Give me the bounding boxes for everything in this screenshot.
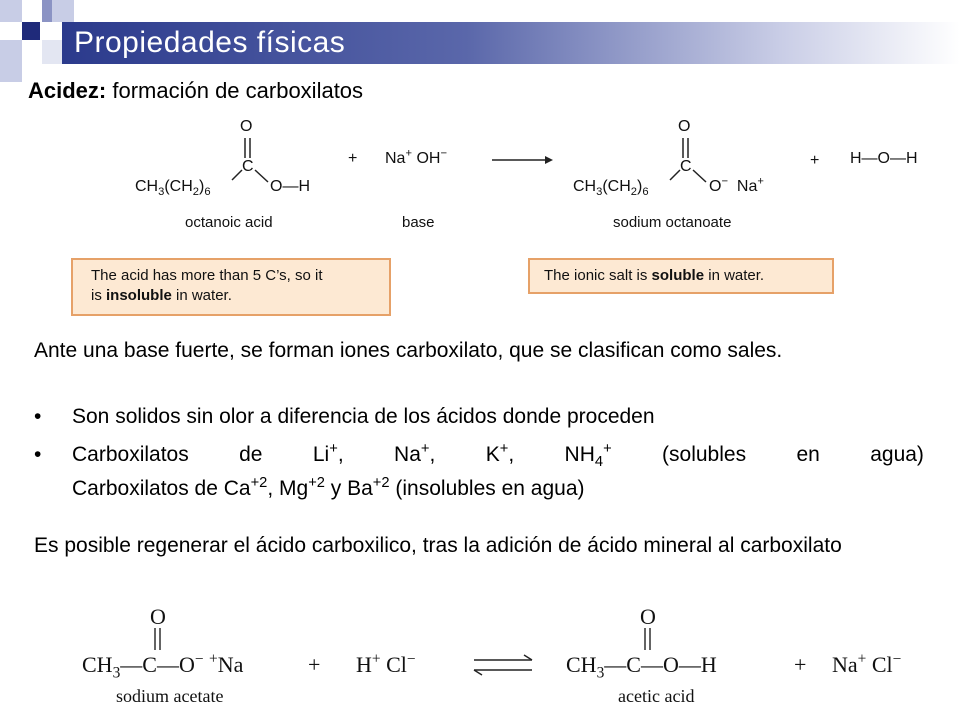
bullet2-line1: Carboxilatos de Li+, Na+, K+, $NH_4^+$ (solubles en agua) bbox=[72, 441, 924, 471]
r1-product-chain: $CH_3(CH_2)_6$ bbox=[573, 178, 649, 199]
r1-reactant-carbon: C bbox=[242, 158, 254, 175]
paragraph-strong-base: Ante una base fuerte, se forman iones carboxilato, que se clasifican como sales. bbox=[34, 339, 783, 362]
r2-label-right: acetic acid bbox=[618, 686, 695, 706]
r1-water: H—O—H bbox=[850, 150, 918, 167]
r2-left-oxygen: O bbox=[150, 604, 166, 629]
r1-reactant-chain: $CH_3(CH_2)_6$ bbox=[135, 178, 211, 199]
r2-left-formula: $CH_3—C—O^-$ +Na bbox=[82, 650, 244, 682]
r1-reactant-oxygen: O bbox=[240, 118, 253, 135]
r2-right-oxygen: O bbox=[640, 604, 656, 629]
subtitle-bold: Acidez: bbox=[28, 78, 107, 103]
r1-plus-1: + bbox=[348, 150, 358, 167]
r1-label-product: sodium octanoate bbox=[613, 214, 732, 231]
r1-product-salt: O− Na+ bbox=[709, 175, 764, 195]
r1-product-carbon: C bbox=[680, 158, 692, 175]
subtitle-text: formación de carboxilatos bbox=[106, 78, 364, 103]
r2-label-left: sodium acetate bbox=[116, 686, 224, 706]
r1-label-base: base bbox=[402, 214, 435, 231]
note-left-line2: is insoluble in water. bbox=[91, 287, 232, 304]
r2-salt: Na+ Cl− bbox=[832, 650, 902, 677]
paragraph-regenerate-acid: Es posible regenerar el ácido carboxilico, tras la adición de ácido mineral al carboxilato bbox=[34, 534, 842, 557]
r2-plus-1: + bbox=[308, 652, 321, 677]
r2-acid: H+ Cl− bbox=[356, 650, 416, 677]
bullet-dot: • bbox=[34, 405, 42, 428]
page-title: Propiedades físicas bbox=[74, 26, 346, 59]
bullet2-line2: Carboxilatos de $Ca^{+2}$, $Mg^{+2}$ y $Ba^{+2}$ (insolubles en agua) bbox=[72, 475, 585, 500]
r1-base: Na+ OH− bbox=[385, 147, 447, 167]
note-salt-soluble: The ionic salt is soluble in water. bbox=[528, 258, 834, 294]
bullet-dot: • bbox=[34, 443, 42, 466]
r1-plus-2: + bbox=[810, 152, 820, 169]
r1-reactant-oh: O—H bbox=[270, 178, 310, 195]
r2-plus-2: + bbox=[794, 652, 807, 677]
r2-right-formula: $CH_3—C—O—H$ bbox=[566, 652, 717, 682]
note-acid-insoluble bbox=[71, 258, 391, 316]
note-left-line1: The acid has more than 5 C’s, so it bbox=[91, 267, 323, 284]
r1-product-oxygen: O bbox=[678, 118, 691, 135]
r1-label-reactant: octanoic acid bbox=[185, 214, 273, 231]
